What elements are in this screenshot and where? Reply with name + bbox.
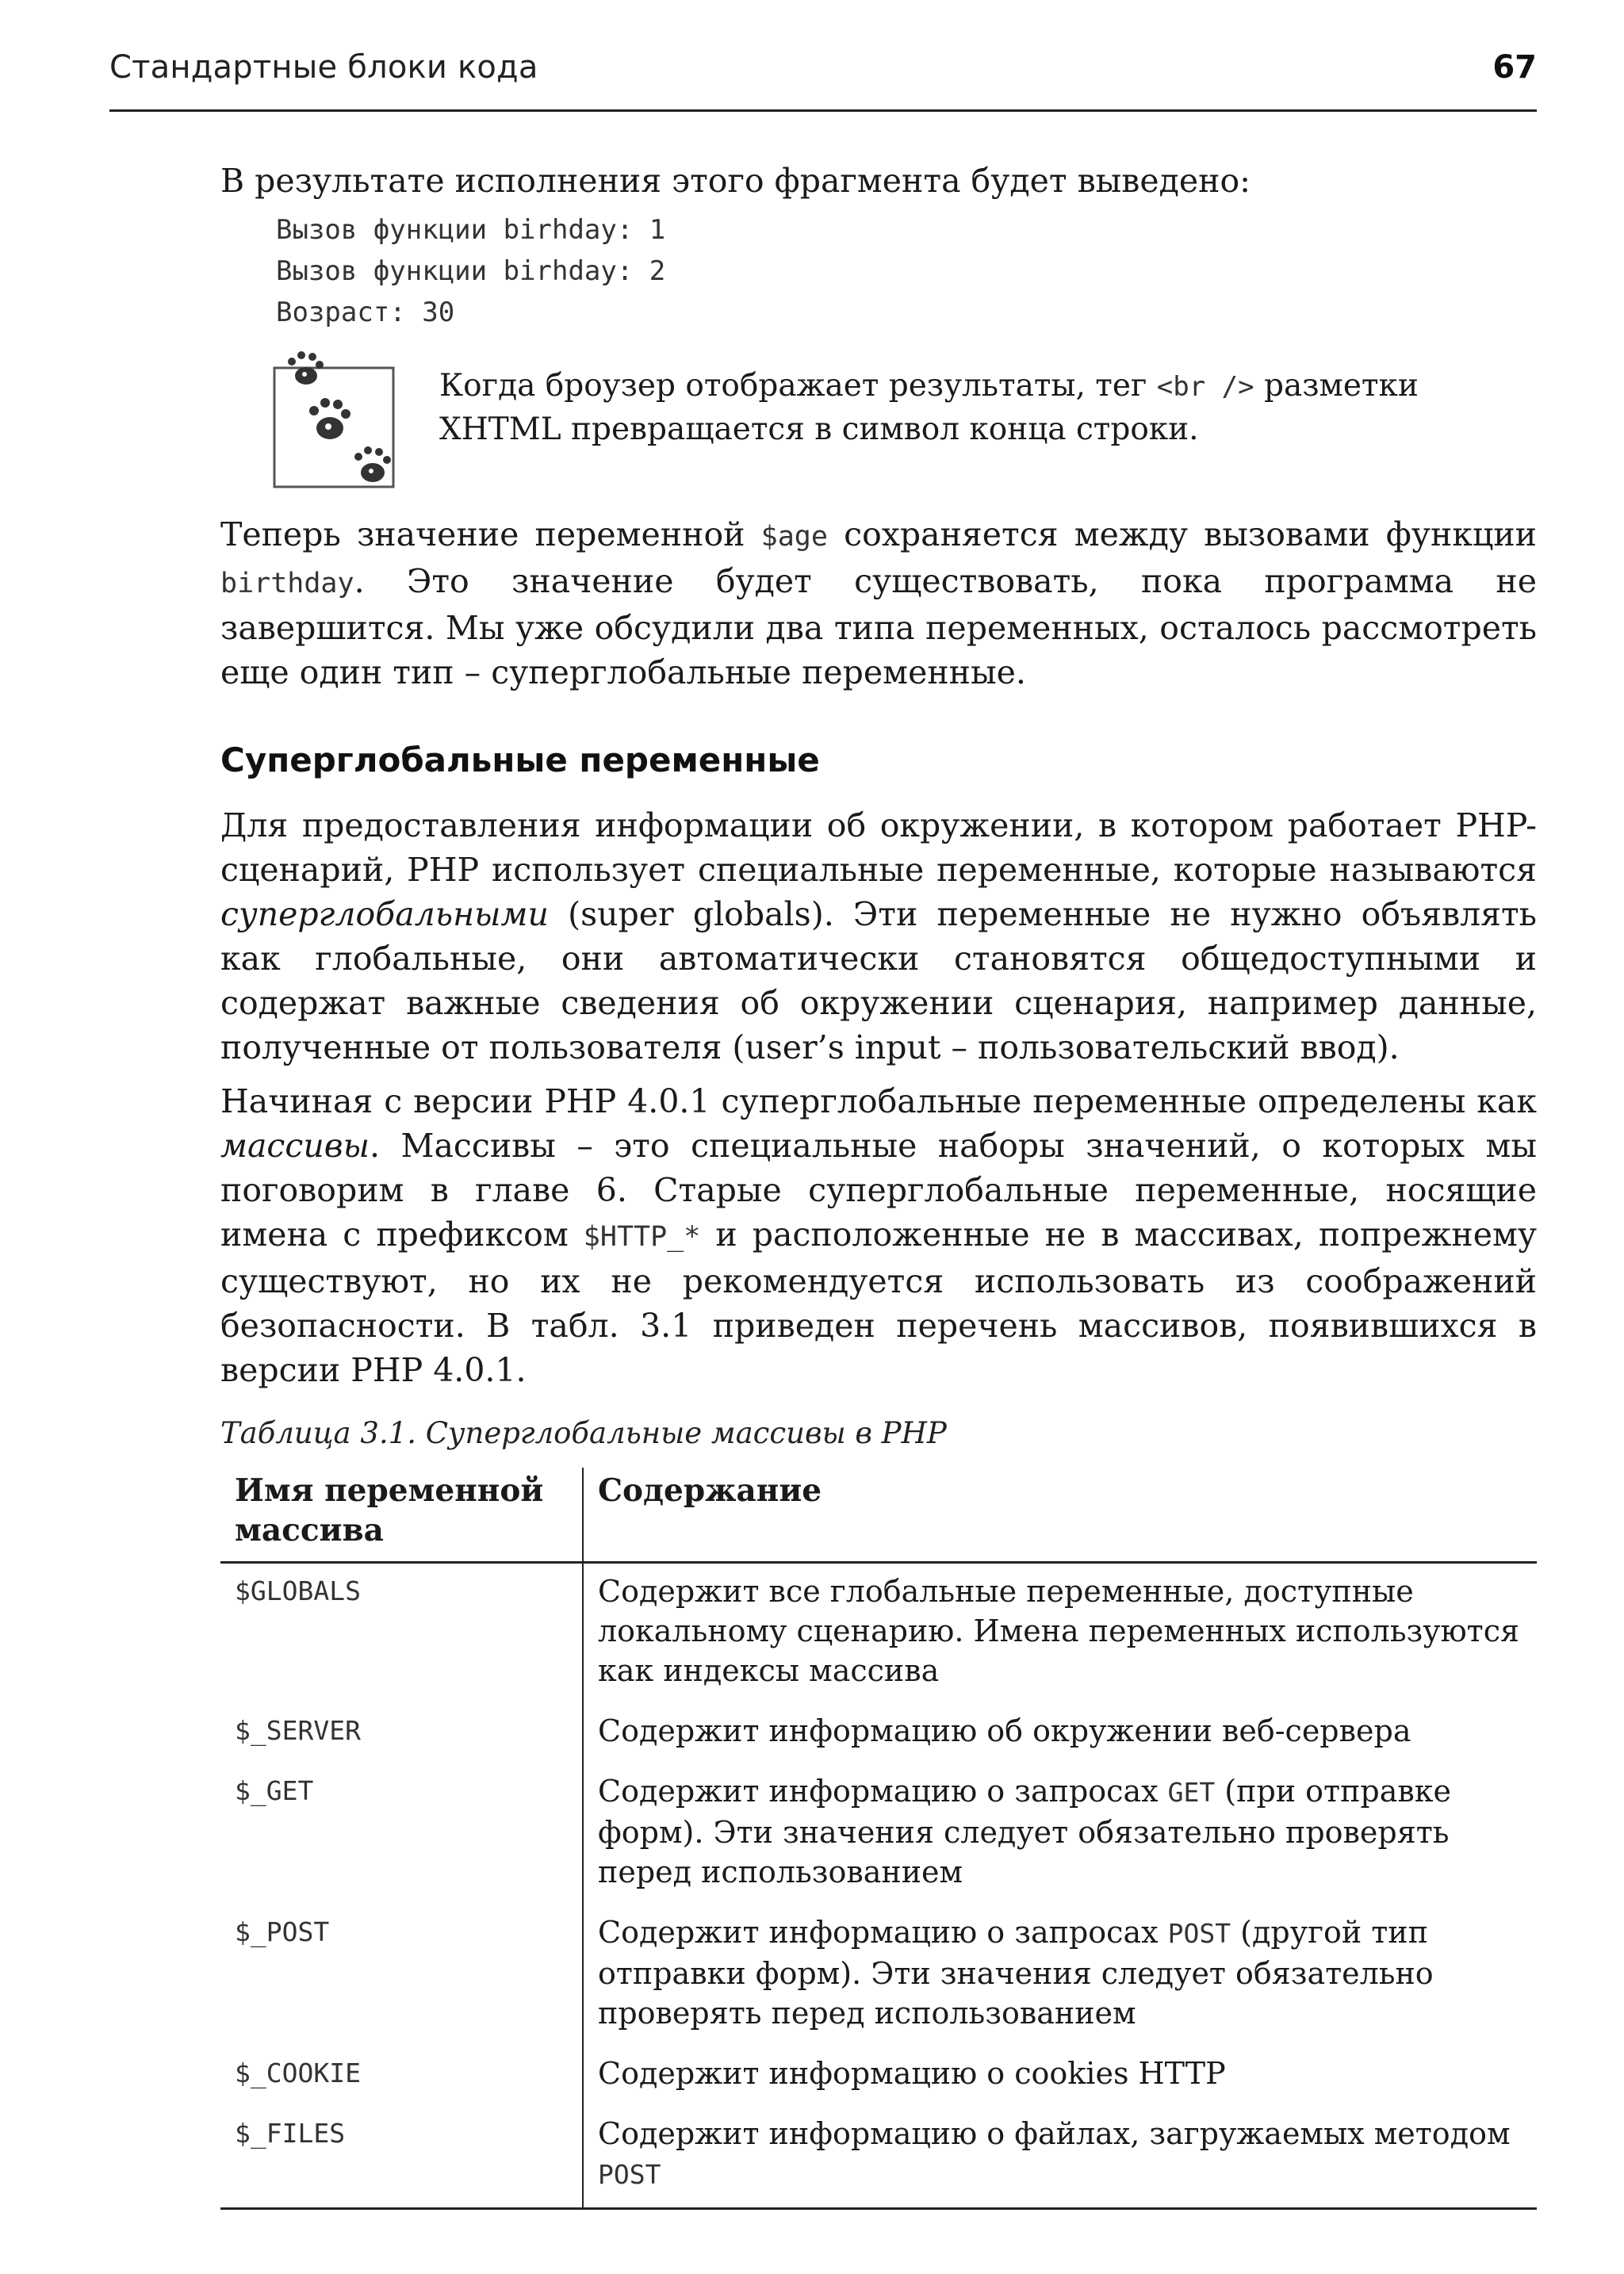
code-line: Вызов функции birhday: 2 bbox=[276, 255, 666, 287]
variable-name: $_SERVER bbox=[220, 1703, 583, 1763]
variable-name: $_GET bbox=[220, 1763, 583, 1905]
inline-code: birthday bbox=[220, 568, 354, 599]
table-header-row bbox=[220, 1468, 1537, 1563]
emphasis-term: массивы bbox=[220, 1127, 370, 1165]
section-title: Суперглобальные переменные bbox=[220, 741, 820, 779]
variable-description: Содержит все глобальные переменные, доступные локальному сценарию. Имена переменных используются как индексы массива bbox=[598, 1574, 1519, 1688]
intro-text: В результате исполнения этого фрагмента будет выведено: bbox=[220, 162, 1251, 200]
code-output bbox=[276, 209, 1537, 333]
variable-name: $_POST bbox=[220, 1905, 583, 2046]
paragraph-superglobal-arrays: Начиная с версии PHP 4.0.1 суперглобальные переменные определены как массивы. Массивы – это специальные наборы значений, о которых мы поговорим в главе 6. Старые суперглобальные переменные, носящие имена с префиксом $HTTP_* и расположенные не в массивах, попрежнему существуют, но их не рекомендуется использовать из соображений безопасности. В табл. 3.1 приведен перечень массивов, появившихся в версии PHP 4.0.1. bbox=[220, 1082, 1537, 1389]
running-title: Стандартные блоки кода bbox=[109, 49, 538, 86]
paw-prints-icon bbox=[268, 344, 411, 495]
header-rule bbox=[109, 109, 1537, 112]
variable-name: $_FILES bbox=[220, 2106, 583, 2209]
variable-name: $GLOBALS bbox=[220, 1563, 583, 1704]
inline-code: GET bbox=[1167, 1777, 1216, 1808]
page-header bbox=[109, 46, 1537, 109]
page-body bbox=[220, 159, 1537, 2210]
variable-description: Содержит информацию о файлах, загружаемых методом POST bbox=[598, 2116, 1511, 2190]
variable-name: $_COOKIE bbox=[220, 2046, 583, 2106]
table-row bbox=[220, 1563, 1537, 1704]
variable-description: Содержит информацию о cookies HTTP bbox=[598, 2056, 1226, 2091]
inline-code: $age bbox=[760, 521, 828, 553]
note-box bbox=[220, 344, 1537, 495]
br-tag-code: <br /> bbox=[1156, 371, 1254, 403]
variable-description: Содержит информацию о запросах POST (другой тип отправки форм). Эти значения следует обязательно проверять перед использованием bbox=[598, 1915, 1434, 2031]
inline-code: POST bbox=[598, 2159, 661, 2190]
table-row bbox=[220, 1703, 1537, 1763]
table-row bbox=[220, 2106, 1537, 2209]
superglobals-table bbox=[220, 1468, 1537, 2210]
paragraph-superglobals-intro: Для предоставления информации об окружении, в котором работает PHP-сценарий, PHP использует специальные переменные, которые называются суперглобальными (super globals). Эти переменные не нужно объявлять как глобальные, они автоматически становятся общедоступными и содержат важные сведения об окружении сценария, например данные, полученные от пользователя (user’s input – пользовательский ввод). bbox=[220, 806, 1537, 1066]
page-number: 67 bbox=[1492, 49, 1537, 86]
code-line: Вызов функции birhday: 1 bbox=[276, 214, 666, 246]
table-caption: Таблица 3.1. Суперглобальные массивы в PHP bbox=[220, 1416, 947, 1450]
table-row bbox=[220, 2046, 1537, 2106]
note-text: Когда броузер отображает результаты, тег <br /> разметки XHTML превращается в символ конца строки. bbox=[439, 368, 1419, 447]
column-header-name: Имя переменной массива bbox=[220, 1468, 583, 1563]
variable-description: Содержит информацию о запросах GET (при отправке форм). Эти значения следует обязательно проверять перед использованием bbox=[598, 1774, 1452, 1889]
emphasis-term: суперглобальными bbox=[220, 895, 549, 933]
column-header-content: Содержание bbox=[598, 1472, 822, 1509]
code-line: Возраст: 30 bbox=[276, 297, 455, 328]
table-row bbox=[220, 1763, 1537, 1905]
inline-code: $HTTP_* bbox=[583, 1221, 701, 1253]
variable-description: Содержит информацию об окружении веб-сервера bbox=[598, 1713, 1411, 1748]
table-row bbox=[220, 1905, 1537, 2046]
paragraph-static-variables: Теперь значение переменной $age сохраняется между вызовами функции birthday. Это значение будет существовать, пока программа не завершится. Мы уже обсудили два типа переменных, осталось рассмотреть еще один тип – суперглобальные переменные. bbox=[220, 515, 1537, 691]
inline-code: POST bbox=[1167, 1918, 1231, 1949]
